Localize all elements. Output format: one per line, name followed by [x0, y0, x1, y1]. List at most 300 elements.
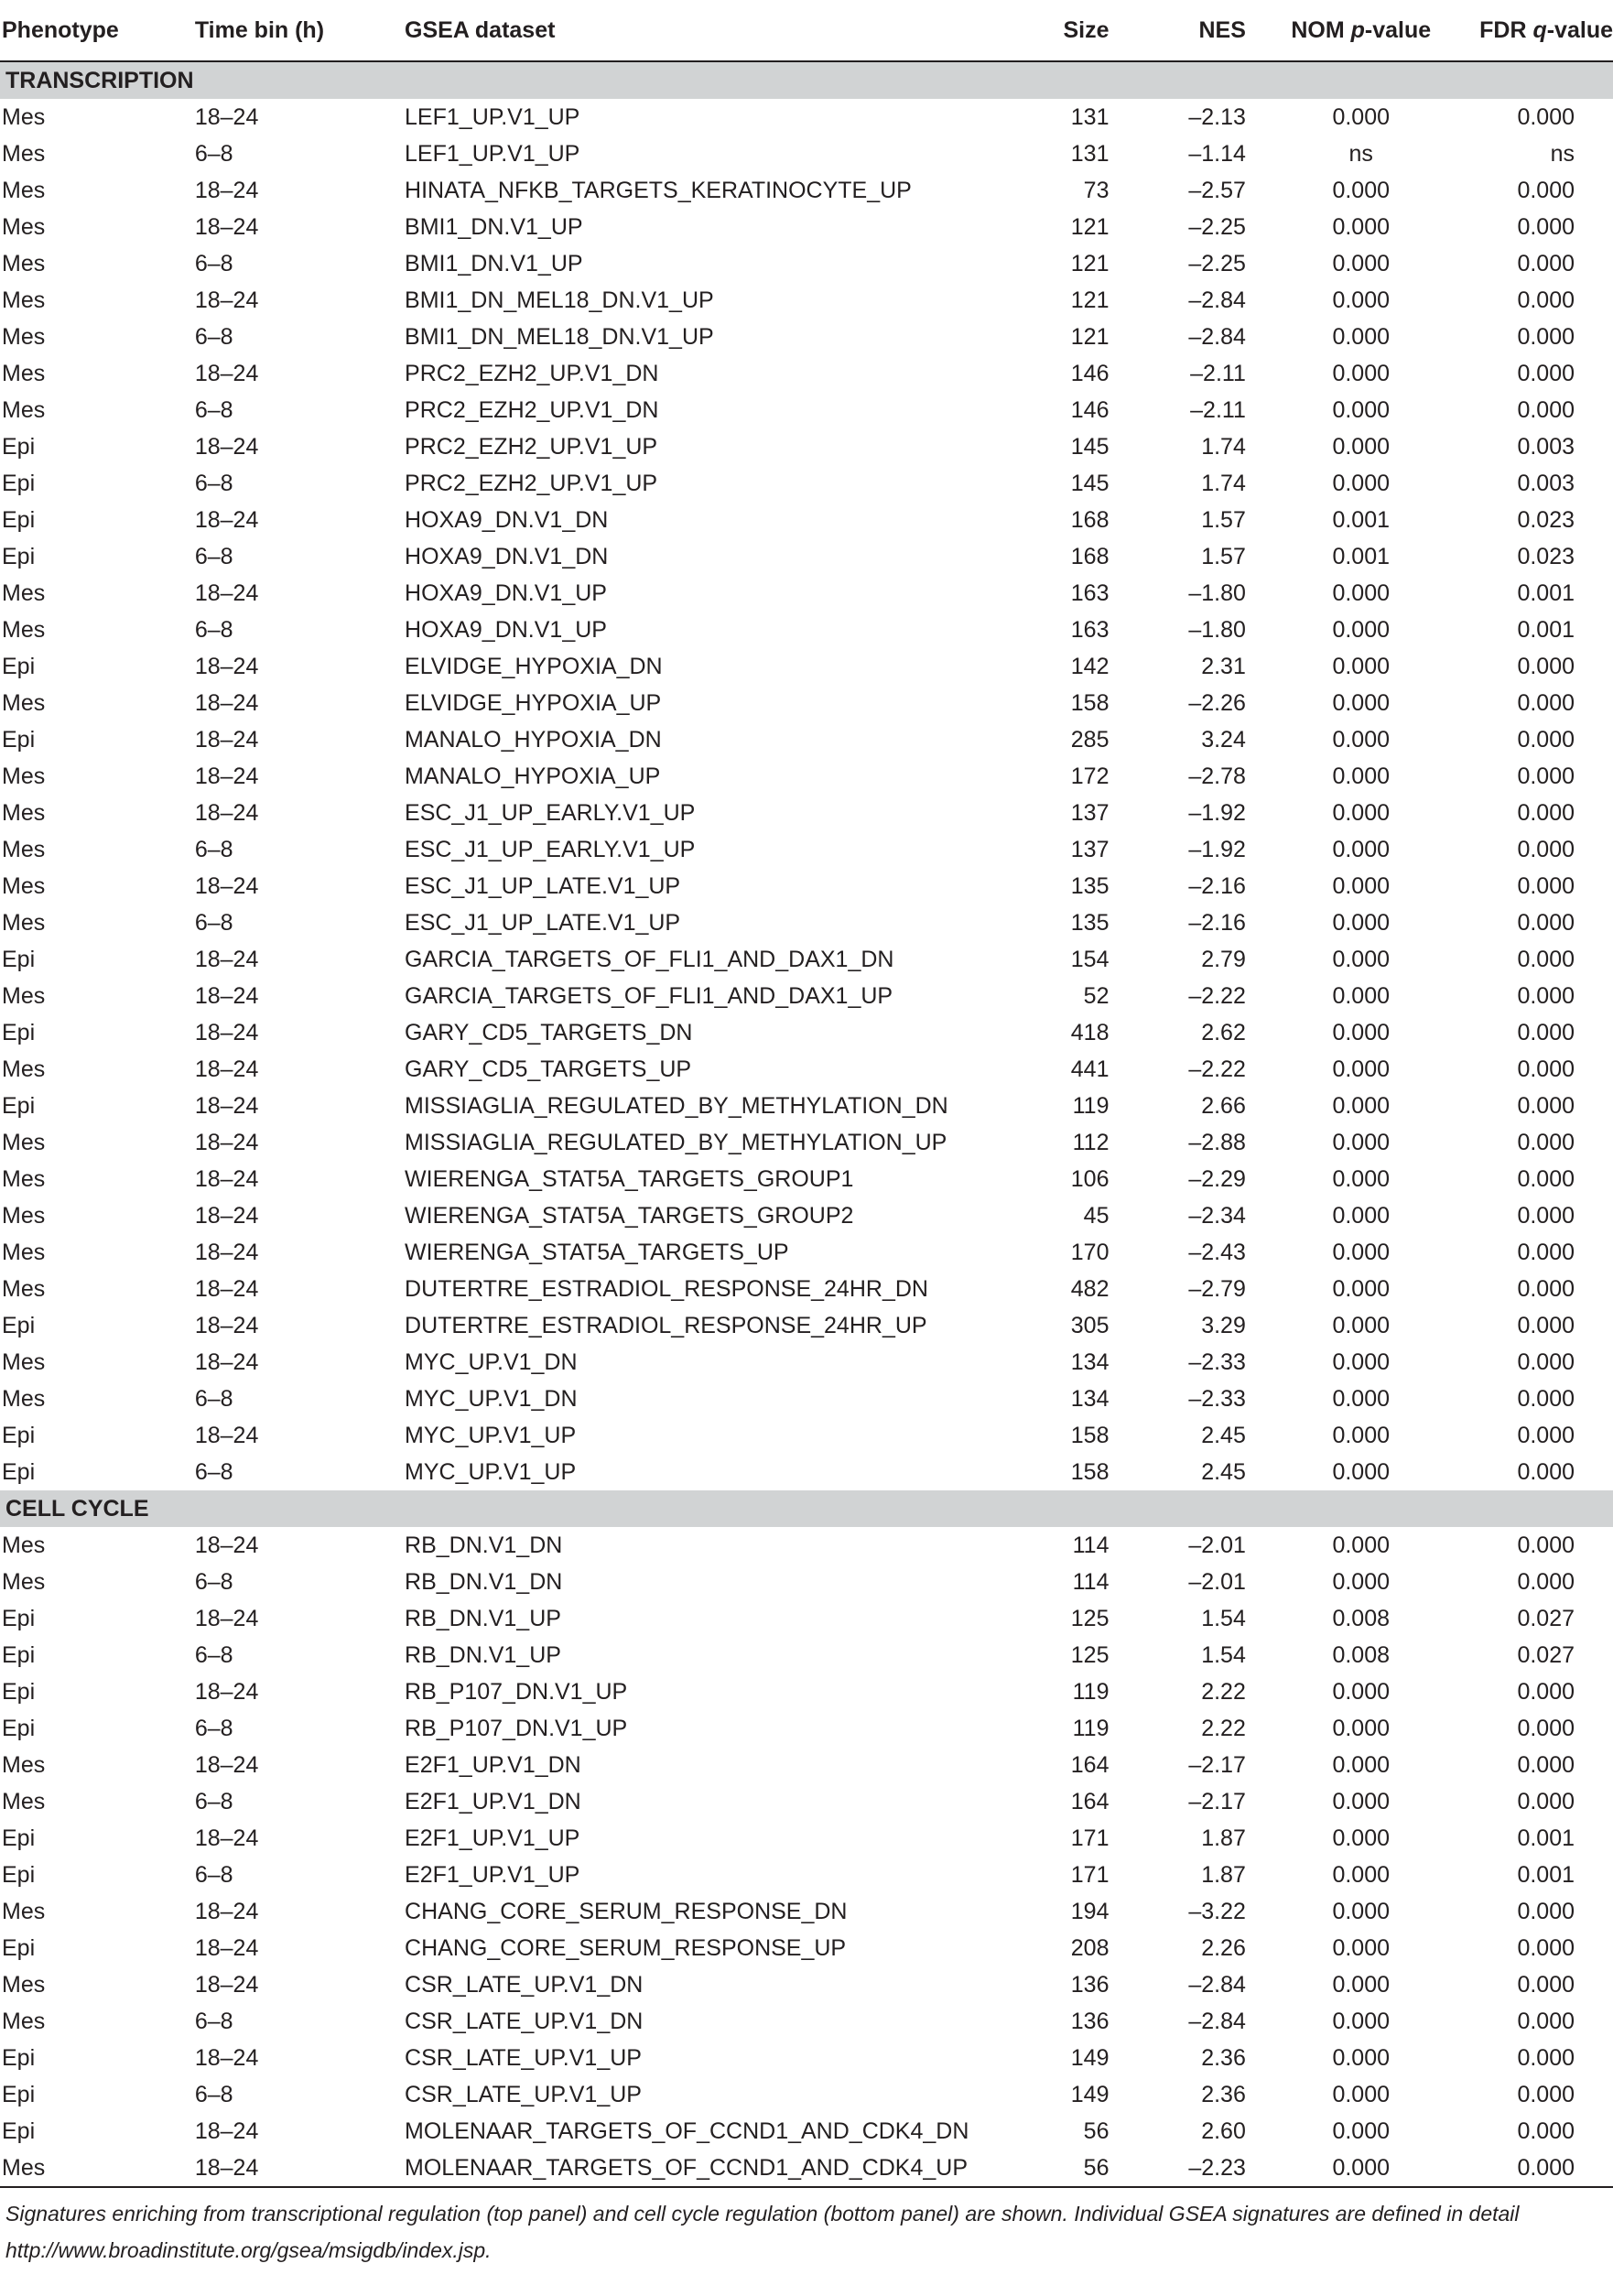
- cell-nom-p-value: 0.000: [1332, 434, 1390, 460]
- cell-fdr-q-value: 0.000: [1517, 910, 1575, 936]
- cell-phenotype: Mes: [2, 1240, 46, 1265]
- cell-time-bin: 18–24: [194, 434, 259, 460]
- cell-phenotype: Epi: [2, 471, 36, 496]
- cell-gsea-dataset: WIERENGA_STAT5A_TARGETS_UP: [405, 1240, 789, 1265]
- cell-phenotype: Mes: [2, 2155, 46, 2181]
- cell-phenotype: Epi: [2, 654, 36, 679]
- col-header-nom-p-value: [1246, 0, 1477, 61]
- section-title: CELL CYCLE: [0, 1490, 1613, 1527]
- cell-nes: –2.84: [1188, 1972, 1246, 1998]
- nom-italic: p: [1350, 16, 1365, 43]
- cell-nom-p-value: 0.000: [1332, 1093, 1390, 1119]
- cell-size: 146: [1070, 397, 1110, 423]
- col-header-fdr-q-value: [1477, 0, 1613, 61]
- cell-phenotype: Mes: [2, 1056, 46, 1082]
- cell-nom-p-value: 0.000: [1332, 2155, 1390, 2181]
- cell-time-bin: 18–24: [194, 654, 259, 679]
- table-row: [0, 1600, 1613, 1637]
- cell-fdr-q-value: 0.000: [1517, 1899, 1575, 1924]
- cell-time-bin: 18–24: [194, 2118, 259, 2144]
- cell-gsea-dataset: GARCIA_TARGETS_OF_FLI1_AND_DAX1_DN: [405, 947, 894, 972]
- cell-nom-p-value: 0.000: [1332, 1313, 1390, 1338]
- cell-fdr-q-value: 0.000: [1517, 1716, 1575, 1741]
- table-row: [0, 1527, 1613, 1564]
- cell-nes: –2.84: [1188, 287, 1246, 313]
- cell-size: 171: [1070, 1825, 1110, 1851]
- cell-nom-p-value: 0.000: [1332, 1166, 1390, 1192]
- cell-fdr-q-value: 0.000: [1517, 1386, 1575, 1412]
- cell-size: 136: [1070, 2009, 1110, 2034]
- cell-nom-p-value: 0.000: [1332, 1752, 1390, 1778]
- table-row: [0, 172, 1613, 209]
- cell-nes: 2.36: [1201, 2045, 1246, 2071]
- cell-size: 121: [1070, 251, 1110, 276]
- cell-phenotype: Mes: [2, 617, 46, 643]
- cell-fdr-q-value: 0.000: [1517, 873, 1575, 899]
- cell-time-bin: 18–24: [194, 2045, 259, 2071]
- cell-gsea-dataset: MYC_UP.V1_UP: [405, 1423, 577, 1448]
- table-row: [0, 1857, 1613, 1893]
- cell-size: 114: [1072, 1569, 1110, 1595]
- cell-size: 125: [1070, 1606, 1110, 1631]
- cell-phenotype: Mes: [2, 1899, 46, 1924]
- cell-fdr-q-value: 0.000: [1517, 1569, 1575, 1595]
- cell-time-bin: 6–8: [194, 1862, 233, 1888]
- cell-time-bin: 6–8: [194, 471, 233, 496]
- cell-size: 136: [1070, 1972, 1110, 1998]
- cell-time-bin: 18–24: [194, 1056, 259, 1082]
- table-row: [0, 1307, 1613, 1344]
- cell-size: 149: [1070, 2082, 1110, 2107]
- table-row: [0, 355, 1613, 392]
- cell-nom-p-value: 0.000: [1332, 947, 1390, 972]
- cell-nom-p-value: ns: [1348, 141, 1373, 167]
- cell-size: 45: [1083, 1203, 1110, 1229]
- cell-size: 168: [1070, 507, 1110, 533]
- cell-phenotype: Epi: [2, 507, 36, 533]
- cell-gsea-dataset: GARY_CD5_TARGETS_UP: [405, 1056, 692, 1082]
- cell-time-bin: 6–8: [194, 324, 233, 350]
- cell-nom-p-value: 0.000: [1332, 1203, 1390, 1229]
- cell-size: 121: [1070, 324, 1110, 350]
- cell-size: 163: [1070, 580, 1110, 606]
- cell-time-bin: 6–8: [194, 544, 233, 569]
- cell-nes: –2.01: [1188, 1532, 1246, 1558]
- cell-time-bin: 6–8: [194, 910, 233, 936]
- table-row: [0, 2113, 1613, 2150]
- cell-fdr-q-value: 0.000: [1517, 1935, 1575, 1961]
- table-row: [0, 2076, 1613, 2113]
- cell-time-bin: 18–24: [194, 764, 259, 789]
- cell-nes: 2.79: [1201, 947, 1246, 972]
- cell-size: 134: [1070, 1386, 1110, 1412]
- cell-fdr-q-value: 0.001: [1517, 617, 1575, 643]
- cell-nes: –2.16: [1188, 910, 1246, 936]
- cell-nes: –2.11: [1190, 397, 1246, 423]
- cell-fdr-q-value: 0.000: [1517, 324, 1575, 350]
- cell-size: 164: [1070, 1789, 1110, 1814]
- cell-nom-p-value: 0.008: [1332, 1606, 1390, 1631]
- cell-size: 171: [1070, 1862, 1110, 1888]
- table-row: [0, 904, 1613, 941]
- cell-gsea-dataset: BMI1_DN_MEL18_DN.V1_UP: [405, 324, 714, 350]
- cell-size: 135: [1070, 910, 1110, 936]
- cell-gsea-dataset: WIERENGA_STAT5A_TARGETS_GROUP2: [405, 1203, 854, 1229]
- cell-gsea-dataset: E2F1_UP.V1_DN: [405, 1752, 581, 1778]
- cell-nes: 2.45: [1201, 1423, 1246, 1448]
- cell-gsea-dataset: E2F1_UP.V1_UP: [405, 1862, 580, 1888]
- cell-nom-p-value: 0.000: [1332, 654, 1390, 679]
- cell-phenotype: Mes: [2, 1752, 46, 1778]
- cell-size: 119: [1072, 1679, 1110, 1705]
- cell-fdr-q-value: 0.000: [1517, 1972, 1575, 1998]
- cell-nes: –1.80: [1188, 617, 1246, 643]
- cell-time-bin: 18–24: [194, 1752, 259, 1778]
- cell-fdr-q-value: 0.000: [1517, 1423, 1575, 1448]
- table-row: [0, 685, 1613, 721]
- cell-time-bin: 18–24: [194, 287, 259, 313]
- cell-nom-p-value: 0.000: [1332, 1862, 1390, 1888]
- cell-gsea-dataset: ESC_J1_UP_EARLY.V1_UP: [405, 837, 696, 862]
- table-row: [0, 1197, 1613, 1234]
- cell-gsea-dataset: MISSIAGLIA_REGULATED_BY_METHYLATION_UP: [405, 1130, 947, 1155]
- cell-time-bin: 18–24: [194, 1825, 259, 1851]
- section-header: [0, 1490, 1613, 1527]
- cell-nes: –2.16: [1188, 873, 1246, 899]
- cell-gsea-dataset: RB_P107_DN.V1_UP: [405, 1716, 628, 1741]
- cell-gsea-dataset: HOXA9_DN.V1_DN: [405, 544, 609, 569]
- cell-size: 135: [1070, 873, 1110, 899]
- cell-nom-p-value: 0.000: [1332, 1056, 1390, 1082]
- table-row: [0, 135, 1613, 172]
- cell-time-bin: 6–8: [194, 2009, 233, 2034]
- cell-nom-p-value: 0.001: [1332, 544, 1390, 569]
- cell-gsea-dataset: CSR_LATE_UP.V1_DN: [405, 1972, 644, 1998]
- cell-gsea-dataset: PRC2_EZH2_UP.V1_UP: [405, 471, 658, 496]
- cell-nes: –2.43: [1188, 1240, 1246, 1265]
- cell-time-bin: 18–24: [194, 104, 259, 130]
- cell-size: 119: [1072, 1716, 1110, 1741]
- cell-nes: –2.26: [1188, 690, 1246, 716]
- cell-fdr-q-value: 0.000: [1517, 837, 1575, 862]
- cell-fdr-q-value: 0.000: [1517, 1203, 1575, 1229]
- cell-nes: –2.22: [1188, 1056, 1246, 1082]
- cell-nom-p-value: 0.000: [1332, 1130, 1390, 1155]
- cell-time-bin: 6–8: [194, 2082, 233, 2107]
- cell-nom-p-value: 0.000: [1332, 1825, 1390, 1851]
- fdr-prefix: FDR: [1479, 16, 1533, 43]
- cell-size: 142: [1070, 654, 1110, 679]
- cell-size: 131: [1070, 141, 1110, 167]
- cell-nes: 3.24: [1201, 727, 1246, 753]
- cell-fdr-q-value: 0.000: [1517, 1679, 1575, 1705]
- cell-gsea-dataset: CSR_LATE_UP.V1_DN: [405, 2009, 644, 2034]
- cell-phenotype: Epi: [2, 1093, 36, 1119]
- cell-nes: –1.92: [1188, 800, 1246, 826]
- cell-size: 158: [1070, 690, 1110, 716]
- cell-gsea-dataset: ESC_J1_UP_LATE.V1_UP: [405, 873, 681, 899]
- cell-nes: –1.92: [1188, 837, 1246, 862]
- table-row: [0, 1747, 1613, 1783]
- cell-size: 56: [1083, 2118, 1110, 2144]
- cell-gsea-dataset: E2F1_UP.V1_DN: [405, 1789, 581, 1814]
- cell-phenotype: Mes: [2, 1972, 46, 1998]
- cell-nom-p-value: 0.000: [1332, 1972, 1390, 1998]
- cell-phenotype: Mes: [2, 690, 46, 716]
- table-row: [0, 868, 1613, 904]
- cell-size: 121: [1070, 214, 1110, 240]
- cell-nom-p-value: 0.000: [1332, 727, 1390, 753]
- table-row: [0, 282, 1613, 319]
- cell-nes: –2.22: [1188, 983, 1246, 1009]
- cell-nom-p-value: 0.000: [1332, 1789, 1390, 1814]
- cell-gsea-dataset: CSR_LATE_UP.V1_UP: [405, 2082, 642, 2107]
- table-row: [0, 1637, 1613, 1673]
- cell-gsea-dataset: CSR_LATE_UP.V1_UP: [405, 2045, 642, 2071]
- table-row: [0, 1710, 1613, 1747]
- cell-size: 145: [1070, 471, 1110, 496]
- cell-fdr-q-value: 0.000: [1517, 1276, 1575, 1302]
- cell-fdr-q-value: 0.000: [1517, 764, 1575, 789]
- table-row: [0, 1381, 1613, 1417]
- cell-time-bin: 18–24: [194, 1130, 259, 1155]
- cell-time-bin: 18–24: [194, 1606, 259, 1631]
- cell-nes: 2.31: [1201, 654, 1246, 679]
- cell-gsea-dataset: MISSIAGLIA_REGULATED_BY_METHYLATION_DN: [405, 1093, 948, 1119]
- cell-time-bin: 6–8: [194, 141, 233, 167]
- cell-nom-p-value: 0.000: [1332, 324, 1390, 350]
- cell-nom-p-value: 0.000: [1332, 764, 1390, 789]
- cell-gsea-dataset: DUTERTRE_ESTRADIOL_RESPONSE_24HR_UP: [405, 1313, 927, 1338]
- cell-nes: –2.33: [1188, 1349, 1246, 1375]
- table-row: [0, 1161, 1613, 1197]
- table-row: [0, 1820, 1613, 1857]
- cell-nes: –2.79: [1188, 1276, 1246, 1302]
- cell-fdr-q-value: 0.000: [1517, 2082, 1575, 2107]
- cell-phenotype: Mes: [2, 983, 46, 1009]
- table-row: [0, 1673, 1613, 1710]
- cell-nes: 2.62: [1201, 1020, 1246, 1045]
- cell-fdr-q-value: 0.000: [1517, 1130, 1575, 1155]
- cell-nom-p-value: 0.000: [1332, 1679, 1390, 1705]
- cell-phenotype: Epi: [2, 1679, 36, 1705]
- cell-phenotype: Mes: [2, 397, 46, 423]
- cell-size: 73: [1083, 178, 1110, 203]
- cell-nes: –2.17: [1188, 1752, 1246, 1778]
- cell-time-bin: 18–24: [194, 214, 259, 240]
- cell-nes: –2.23: [1188, 2155, 1246, 2181]
- col-header-size: Size: [1012, 0, 1109, 61]
- cell-gsea-dataset: PRC2_EZH2_UP.V1_UP: [405, 434, 658, 460]
- cell-nom-p-value: 0.000: [1332, 1569, 1390, 1595]
- cell-time-bin: 18–24: [194, 873, 259, 899]
- cell-nom-p-value: 0.000: [1332, 2118, 1390, 2144]
- cell-nes: –2.57: [1188, 178, 1246, 203]
- cell-size: 418: [1070, 1020, 1110, 1045]
- cell-gsea-dataset: PRC2_EZH2_UP.V1_DN: [405, 361, 659, 386]
- cell-size: 137: [1070, 837, 1110, 862]
- cell-nes: –2.01: [1188, 1569, 1246, 1595]
- cell-gsea-dataset: ESC_J1_UP_LATE.V1_UP: [405, 910, 681, 936]
- table-row: [0, 721, 1613, 758]
- table-row: [0, 978, 1613, 1014]
- cell-gsea-dataset: RB_P107_DN.V1_UP: [405, 1679, 628, 1705]
- table-row: [0, 1271, 1613, 1307]
- cell-phenotype: Epi: [2, 727, 36, 753]
- table-row: [0, 1893, 1613, 1930]
- cell-time-bin: 6–8: [194, 1459, 233, 1485]
- cell-size: 154: [1070, 947, 1110, 972]
- cell-size: 170: [1070, 1240, 1110, 1265]
- cell-gsea-dataset: ELVIDGE_HYPOXIA_UP: [405, 690, 662, 716]
- cell-size: 482: [1070, 1276, 1110, 1302]
- cell-gsea-dataset: GARCIA_TARGETS_OF_FLI1_AND_DAX1_UP: [405, 983, 893, 1009]
- cell-fdr-q-value: 0.003: [1517, 471, 1575, 496]
- cell-gsea-dataset: BMI1_DN.V1_UP: [405, 251, 583, 276]
- cell-phenotype: Mes: [2, 214, 46, 240]
- cell-phenotype: Mes: [2, 910, 46, 936]
- table-row: [0, 2150, 1613, 2186]
- col-header-nes: NES: [1109, 0, 1245, 61]
- cell-phenotype: Epi: [2, 1825, 36, 1851]
- cell-fdr-q-value: 0.000: [1517, 214, 1575, 240]
- cell-nes: –2.13: [1188, 104, 1246, 130]
- cell-nes: –2.29: [1188, 1166, 1246, 1192]
- table-row: [0, 941, 1613, 978]
- cell-nes: –2.84: [1188, 324, 1246, 350]
- cell-size: 172: [1070, 764, 1110, 789]
- cell-time-bin: 18–24: [194, 690, 259, 716]
- cell-time-bin: 18–24: [194, 178, 259, 203]
- cell-nom-p-value: 0.000: [1332, 837, 1390, 862]
- table-row: [0, 758, 1613, 795]
- cell-phenotype: Mes: [2, 251, 46, 276]
- cell-time-bin: 18–24: [194, 1423, 259, 1448]
- cell-fdr-q-value: 0.000: [1517, 1349, 1575, 1375]
- cell-size: 164: [1070, 1752, 1110, 1778]
- cell-gsea-dataset: MYC_UP.V1_DN: [405, 1386, 578, 1412]
- cell-fdr-q-value: 0.000: [1517, 1240, 1575, 1265]
- cell-gsea-dataset: RB_DN.V1_UP: [405, 1606, 561, 1631]
- cell-time-bin: 18–24: [194, 1313, 259, 1338]
- cell-time-bin: 6–8: [194, 617, 233, 643]
- cell-size: 114: [1072, 1532, 1110, 1558]
- cell-fdr-q-value: 0.000: [1517, 1313, 1575, 1338]
- cell-time-bin: 6–8: [194, 397, 233, 423]
- cell-gsea-dataset: HOXA9_DN.V1_UP: [405, 617, 607, 643]
- cell-nes: –3.22: [1188, 1899, 1246, 1924]
- table-row: [0, 612, 1613, 648]
- cell-time-bin: 18–24: [194, 727, 259, 753]
- cell-time-bin: 18–24: [194, 947, 259, 972]
- cell-gsea-dataset: HOXA9_DN.V1_DN: [405, 507, 609, 533]
- cell-nom-p-value: 0.000: [1332, 178, 1390, 203]
- cell-nes: 1.57: [1201, 544, 1246, 569]
- cell-phenotype: Mes: [2, 580, 46, 606]
- cell-fdr-q-value: 0.001: [1517, 580, 1575, 606]
- cell-nes: 1.54: [1201, 1642, 1246, 1668]
- cell-fdr-q-value: 0.000: [1517, 690, 1575, 716]
- cell-size: 146: [1070, 361, 1110, 386]
- cell-fdr-q-value: 0.000: [1517, 251, 1575, 276]
- cell-size: 285: [1070, 727, 1110, 753]
- cell-fdr-q-value: 0.000: [1517, 1166, 1575, 1192]
- cell-nom-p-value: 0.000: [1332, 617, 1390, 643]
- cell-size: 119: [1072, 1093, 1110, 1119]
- cell-nom-p-value: 0.000: [1332, 1899, 1390, 1924]
- cell-gsea-dataset: PRC2_EZH2_UP.V1_DN: [405, 397, 659, 423]
- cell-nes: 2.60: [1201, 2118, 1246, 2144]
- cell-size: 131: [1070, 104, 1110, 130]
- cell-size: 194: [1070, 1899, 1110, 1924]
- cell-nom-p-value: 0.000: [1332, 1349, 1390, 1375]
- cell-fdr-q-value: 0.001: [1517, 1862, 1575, 1888]
- cell-nes: 2.22: [1201, 1716, 1246, 1741]
- table-row: [0, 1124, 1613, 1161]
- cell-fdr-q-value: 0.000: [1517, 1459, 1575, 1485]
- cell-fdr-q-value: 0.023: [1517, 544, 1575, 569]
- cell-size: 208: [1070, 1935, 1110, 1961]
- table-row: [0, 392, 1613, 428]
- cell-time-bin: 18–24: [194, 1532, 259, 1558]
- cell-gsea-dataset: RB_DN.V1_DN: [405, 1532, 563, 1558]
- table-row: [0, 1088, 1613, 1124]
- cell-phenotype: Mes: [2, 873, 46, 899]
- cell-nes: 1.87: [1201, 1825, 1246, 1851]
- cell-fdr-q-value: 0.000: [1517, 2045, 1575, 2071]
- table-row: [0, 319, 1613, 355]
- table-row: [0, 465, 1613, 502]
- cell-phenotype: Epi: [2, 1313, 36, 1338]
- cell-phenotype: Mes: [2, 287, 46, 313]
- cell-phenotype: Mes: [2, 104, 46, 130]
- cell-time-bin: 18–24: [194, 1899, 259, 1924]
- cell-nom-p-value: 0.000: [1332, 1532, 1390, 1558]
- fdr-italic: q: [1532, 16, 1547, 43]
- cell-nom-p-value: 0.000: [1332, 397, 1390, 423]
- cell-phenotype: Mes: [2, 1532, 46, 1558]
- cell-fdr-q-value: 0.000: [1517, 2009, 1575, 2034]
- cell-nom-p-value: 0.000: [1332, 361, 1390, 386]
- cell-time-bin: 18–24: [194, 507, 259, 533]
- col-header-gsea-dataset: GSEA dataset: [405, 0, 1012, 61]
- cell-time-bin: 6–8: [194, 1386, 233, 1412]
- cell-fdr-q-value: 0.027: [1517, 1606, 1575, 1631]
- cell-phenotype: Epi: [2, 2045, 36, 2071]
- footnote-line-2: http://www.broadinstitute.org/gsea/msigdb/index.jsp.: [5, 2238, 492, 2262]
- table-row: [0, 1966, 1613, 2003]
- table-row: [0, 648, 1613, 685]
- col-header-phenotype: Phenotype: [0, 0, 195, 61]
- table-row: [0, 2003, 1613, 2040]
- cell-time-bin: 6–8: [194, 1789, 233, 1814]
- cell-phenotype: Mes: [2, 1569, 46, 1595]
- table-row: [0, 209, 1613, 245]
- cell-gsea-dataset: ELVIDGE_HYPOXIA_DN: [405, 654, 663, 679]
- table-row: [0, 831, 1613, 868]
- cell-time-bin: 18–24: [194, 2155, 259, 2181]
- cell-size: 168: [1070, 544, 1110, 569]
- cell-time-bin: 18–24: [194, 580, 259, 606]
- cell-nom-p-value: 0.000: [1332, 1240, 1390, 1265]
- cell-gsea-dataset: BMI1_DN_MEL18_DN.V1_UP: [405, 287, 714, 313]
- table-row: [0, 1564, 1613, 1600]
- cell-time-bin: 18–24: [194, 1240, 259, 1265]
- nom-suffix: -value: [1364, 16, 1432, 43]
- cell-nom-p-value: 0.000: [1332, 910, 1390, 936]
- cell-time-bin: 18–24: [194, 1679, 259, 1705]
- table-row: [0, 99, 1613, 135]
